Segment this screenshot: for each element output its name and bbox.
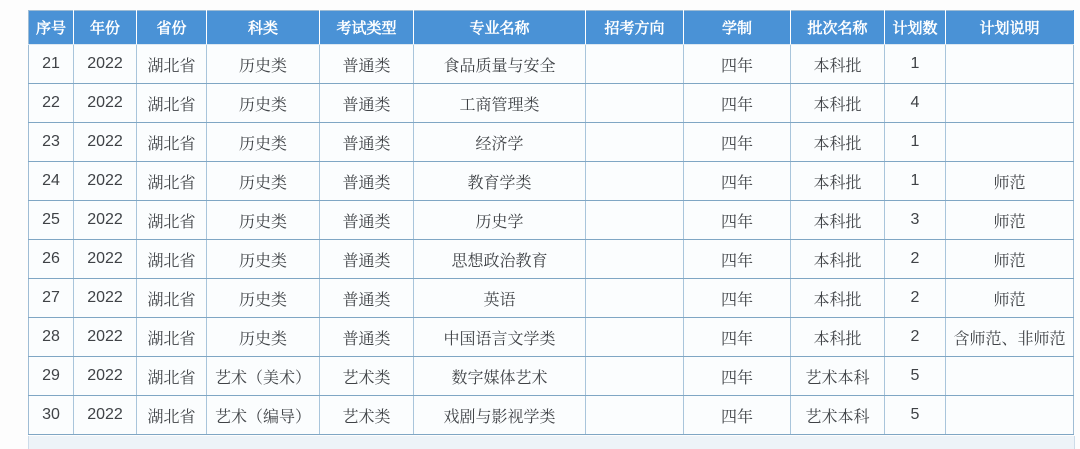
cell-major-name: 思想政治教育 bbox=[414, 240, 586, 279]
cell-major-name: 教育学类 bbox=[414, 162, 586, 201]
column-header-plan-count: 计划数 bbox=[885, 11, 946, 45]
cell-year: 2022 bbox=[74, 240, 137, 279]
column-header-province: 省份 bbox=[137, 11, 207, 45]
cell-category: 历史类 bbox=[207, 45, 320, 84]
cell-major-name: 中国语言文学类 bbox=[414, 318, 586, 357]
table-body bbox=[29, 45, 1074, 435]
cell-province: 湖北省 bbox=[137, 84, 207, 123]
cell-province: 湖北省 bbox=[137, 123, 207, 162]
cell-index: 27 bbox=[29, 279, 74, 318]
cell-category: 艺术（美术） bbox=[207, 357, 320, 396]
cell-direction bbox=[586, 162, 684, 201]
cell-batch-name: 本科批 bbox=[791, 162, 885, 201]
cell-exam-type: 普通类 bbox=[320, 201, 414, 240]
cell-year: 2022 bbox=[74, 123, 137, 162]
cell-category: 历史类 bbox=[207, 318, 320, 357]
cell-major-name: 数字媒体艺术 bbox=[414, 357, 586, 396]
cell-duration: 四年 bbox=[684, 279, 791, 318]
cell-plan-note: 师范 bbox=[946, 240, 1074, 279]
column-header-duration: 学制 bbox=[684, 11, 791, 45]
column-header-year: 年份 bbox=[74, 11, 137, 45]
cell-province: 湖北省 bbox=[137, 279, 207, 318]
cell-exam-type: 普通类 bbox=[320, 279, 414, 318]
cell-index: 30 bbox=[29, 396, 74, 435]
cell-batch-name: 本科批 bbox=[791, 45, 885, 84]
table-row bbox=[29, 162, 1074, 201]
column-header-batch-name: 批次名称 bbox=[791, 11, 885, 45]
cell-plan-count: 5 bbox=[885, 396, 946, 435]
cell-plan-count: 5 bbox=[885, 357, 946, 396]
cell-major-name: 经济学 bbox=[414, 123, 586, 162]
cell-batch-name: 本科批 bbox=[791, 240, 885, 279]
partial-next-row bbox=[28, 436, 1075, 449]
cell-category: 艺术（编导） bbox=[207, 396, 320, 435]
cell-duration: 四年 bbox=[684, 318, 791, 357]
cell-major-name: 工商管理类 bbox=[414, 84, 586, 123]
cell-duration: 四年 bbox=[684, 240, 791, 279]
cell-exam-type: 普通类 bbox=[320, 240, 414, 279]
cell-batch-name: 本科批 bbox=[791, 123, 885, 162]
cell-plan-note bbox=[946, 84, 1074, 123]
cell-plan-note: 师范 bbox=[946, 279, 1074, 318]
cell-duration: 四年 bbox=[684, 201, 791, 240]
cell-province: 湖北省 bbox=[137, 201, 207, 240]
cell-direction bbox=[586, 396, 684, 435]
cell-direction bbox=[586, 45, 684, 84]
cell-year: 2022 bbox=[74, 201, 137, 240]
cell-exam-type: 普通类 bbox=[320, 162, 414, 201]
column-header-plan-note: 计划说明 bbox=[946, 11, 1074, 45]
table-row bbox=[29, 201, 1074, 240]
cell-year: 2022 bbox=[74, 162, 137, 201]
cell-year: 2022 bbox=[74, 396, 137, 435]
cell-province: 湖北省 bbox=[137, 357, 207, 396]
cell-direction bbox=[586, 84, 684, 123]
cell-batch-name: 本科批 bbox=[791, 84, 885, 123]
cell-direction bbox=[586, 240, 684, 279]
table-row bbox=[29, 84, 1074, 123]
cell-duration: 四年 bbox=[684, 357, 791, 396]
column-header-exam-type: 考试类型 bbox=[320, 11, 414, 45]
cell-index: 21 bbox=[29, 45, 74, 84]
cell-batch-name: 本科批 bbox=[791, 279, 885, 318]
cell-exam-type: 普通类 bbox=[320, 84, 414, 123]
cell-major-name: 英语 bbox=[414, 279, 586, 318]
cell-plan-count: 1 bbox=[885, 45, 946, 84]
cell-index: 26 bbox=[29, 240, 74, 279]
cell-year: 2022 bbox=[74, 45, 137, 84]
table-row bbox=[29, 240, 1074, 279]
cell-index: 23 bbox=[29, 123, 74, 162]
cell-plan-count: 1 bbox=[885, 162, 946, 201]
cell-index: 24 bbox=[29, 162, 74, 201]
cell-plan-count: 2 bbox=[885, 279, 946, 318]
cell-exam-type: 普通类 bbox=[320, 318, 414, 357]
cell-index: 28 bbox=[29, 318, 74, 357]
table-row bbox=[29, 357, 1074, 396]
cell-major-name: 历史学 bbox=[414, 201, 586, 240]
table-row bbox=[29, 45, 1074, 84]
cell-duration: 四年 bbox=[684, 84, 791, 123]
cell-plan-count: 3 bbox=[885, 201, 946, 240]
cell-direction bbox=[586, 279, 684, 318]
cell-plan-count: 2 bbox=[885, 240, 946, 279]
cell-direction bbox=[586, 201, 684, 240]
cell-plan-note: 含师范、非师范 bbox=[946, 318, 1074, 357]
cell-direction bbox=[586, 123, 684, 162]
cell-year: 2022 bbox=[74, 279, 137, 318]
cell-batch-name: 艺术本科 bbox=[791, 396, 885, 435]
cell-duration: 四年 bbox=[684, 45, 791, 84]
cell-category: 历史类 bbox=[207, 162, 320, 201]
admission-plan-table-wrap bbox=[28, 10, 1074, 435]
cell-index: 25 bbox=[29, 201, 74, 240]
cell-duration: 四年 bbox=[684, 162, 791, 201]
cell-major-name: 食品质量与安全 bbox=[414, 45, 586, 84]
table-header bbox=[29, 11, 1074, 45]
cell-plan-note bbox=[946, 357, 1074, 396]
column-header-category: 科类 bbox=[207, 11, 320, 45]
column-header-direction: 招考方向 bbox=[586, 11, 684, 45]
cell-index: 22 bbox=[29, 84, 74, 123]
cell-direction bbox=[586, 318, 684, 357]
cell-plan-note bbox=[946, 123, 1074, 162]
cell-province: 湖北省 bbox=[137, 240, 207, 279]
cell-exam-type: 普通类 bbox=[320, 123, 414, 162]
column-header-index: 序号 bbox=[29, 11, 74, 45]
cell-category: 历史类 bbox=[207, 279, 320, 318]
column-header-major-name: 专业名称 bbox=[414, 11, 586, 45]
cell-plan-count: 1 bbox=[885, 123, 946, 162]
cell-category: 历史类 bbox=[207, 240, 320, 279]
cell-plan-count: 4 bbox=[885, 84, 946, 123]
table-row bbox=[29, 318, 1074, 357]
cell-year: 2022 bbox=[74, 318, 137, 357]
cell-batch-name: 艺术本科 bbox=[791, 357, 885, 396]
table-header-row bbox=[29, 11, 1074, 45]
cell-province: 湖北省 bbox=[137, 318, 207, 357]
cell-direction bbox=[586, 357, 684, 396]
cell-plan-note bbox=[946, 45, 1074, 84]
cell-duration: 四年 bbox=[684, 123, 791, 162]
cell-category: 历史类 bbox=[207, 201, 320, 240]
cell-plan-note bbox=[946, 396, 1074, 435]
cell-category: 历史类 bbox=[207, 123, 320, 162]
table-row bbox=[29, 396, 1074, 435]
cell-year: 2022 bbox=[74, 357, 137, 396]
cell-duration: 四年 bbox=[684, 396, 791, 435]
cell-province: 湖北省 bbox=[137, 162, 207, 201]
cell-batch-name: 本科批 bbox=[791, 318, 885, 357]
cell-batch-name: 本科批 bbox=[791, 201, 885, 240]
cell-year: 2022 bbox=[74, 84, 137, 123]
cell-province: 湖北省 bbox=[137, 45, 207, 84]
cell-index: 29 bbox=[29, 357, 74, 396]
cell-exam-type: 艺术类 bbox=[320, 396, 414, 435]
cell-plan-note: 师范 bbox=[946, 201, 1074, 240]
cell-major-name: 戏剧与影视学类 bbox=[414, 396, 586, 435]
cell-plan-count: 2 bbox=[885, 318, 946, 357]
table-row bbox=[29, 123, 1074, 162]
cell-plan-note: 师范 bbox=[946, 162, 1074, 201]
table-row bbox=[29, 279, 1074, 318]
admission-plan-table bbox=[28, 10, 1074, 435]
cell-exam-type: 艺术类 bbox=[320, 357, 414, 396]
cell-category: 历史类 bbox=[207, 84, 320, 123]
cell-exam-type: 普通类 bbox=[320, 45, 414, 84]
cell-province: 湖北省 bbox=[137, 396, 207, 435]
